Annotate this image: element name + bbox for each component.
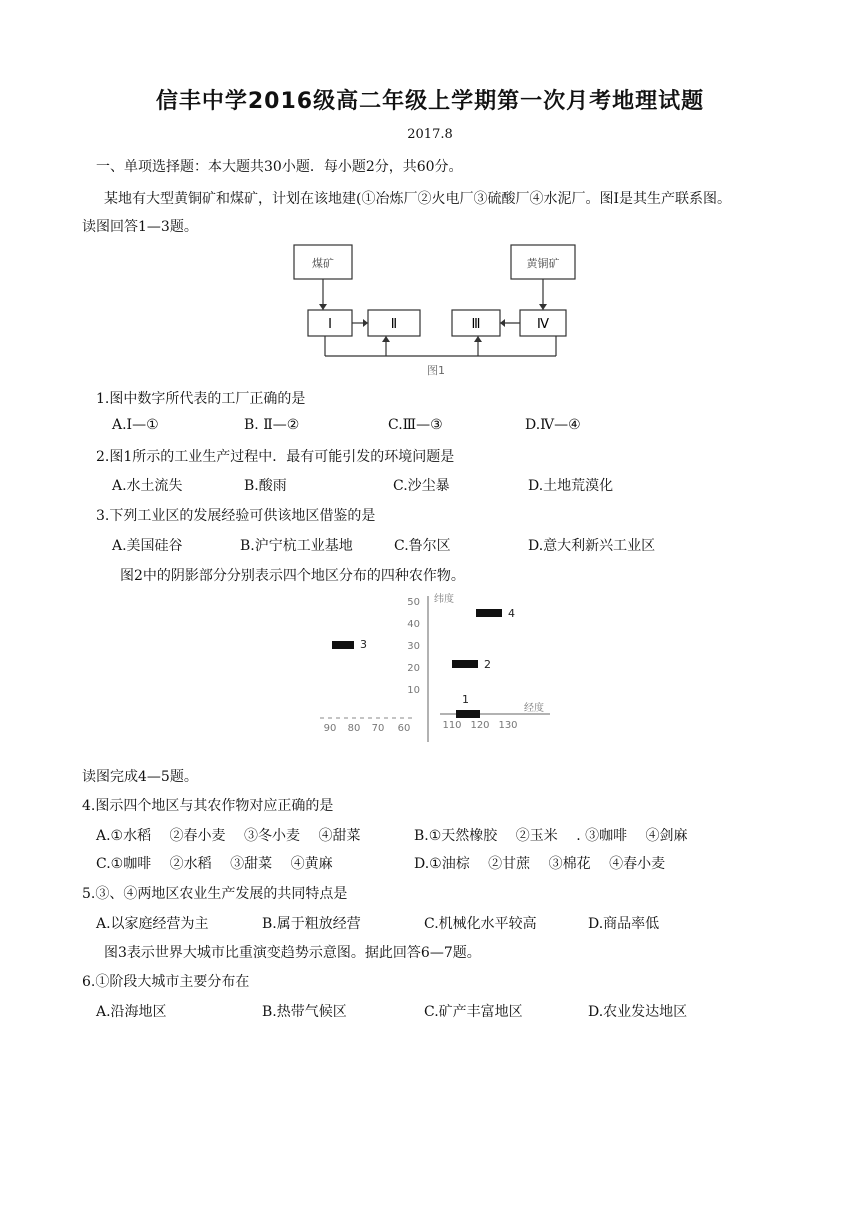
figure-1-caption: 图1 xyxy=(427,364,445,377)
figure-1-svg xyxy=(288,238,588,380)
factory-label-2: Ⅱ xyxy=(390,317,398,332)
lat-tick-40: 40 xyxy=(407,619,420,630)
lon-tick-60: 60 xyxy=(397,723,411,734)
lon-tick-130: 130 xyxy=(498,720,518,731)
q6-option-b: B.热带气候区 xyxy=(262,1004,347,1020)
q1-option-d: D.Ⅳ—④ xyxy=(525,417,581,433)
lon-tick-120: 120 xyxy=(470,720,490,731)
factory-label-4: Ⅳ xyxy=(537,317,549,332)
exam-date: 2017.8 xyxy=(407,127,453,142)
q6-option-a: A.沿海地区 xyxy=(96,1004,167,1020)
figure-2-intro: 图2中的阴影部分分别表示四个地区分布的四种农作物。 xyxy=(120,568,465,584)
q4-stem: 4.图示四个地区与其农作物对应正确的是 xyxy=(82,798,334,814)
q3-stem: 3.下列工业区的发展经验可供该地区借鉴的是 xyxy=(96,508,376,524)
q6-stem: 6.①阶段大城市主要分布在 xyxy=(82,974,250,990)
q5-option-b: B.属于粗放经营 xyxy=(262,916,361,932)
coal-mine-label: 煤矿 xyxy=(312,257,334,270)
q5-option-a: A.以家庭经营为主 xyxy=(96,916,209,932)
q3-option-a: A.美国硅谷 xyxy=(112,538,183,554)
factory-label-3: Ⅲ xyxy=(471,317,481,332)
q6-option-d: D.农业发达地区 xyxy=(588,1004,688,1020)
longitude-axis-title: 经度 xyxy=(524,703,544,714)
figure-2-instruction: 读图完成4—5题。 xyxy=(82,769,198,785)
crop-area-1 xyxy=(456,710,480,718)
lat-tick-20: 20 xyxy=(407,663,420,674)
crop-area-4-label: 4 xyxy=(508,607,515,620)
q4-option-d: D.①油棕 ②甘蔗 ③棉花 ④春小麦 xyxy=(414,856,666,872)
q1-option-c: C.Ⅲ—③ xyxy=(388,417,443,433)
q5-option-d: D.商品率低 xyxy=(588,916,660,932)
q1-option-b: B. Ⅱ—② xyxy=(244,417,300,433)
q2-stem: 2.图1所示的工业生产过程中．最有可能引发的环境问题是 xyxy=(96,449,455,465)
lon-tick-90: 90 xyxy=(323,723,337,734)
q5-stem: 5.③、④两地区农业生产发展的共同特点是 xyxy=(82,886,348,902)
q2-option-b: B.酸雨 xyxy=(244,478,287,494)
q1-stem: 1.图中数字所代表的工厂正确的是 xyxy=(96,391,306,407)
lat-tick-10: 10 xyxy=(407,685,420,696)
figure-2-chart xyxy=(316,590,552,750)
crop-area-1-label: 1 xyxy=(462,693,469,706)
crop-area-3 xyxy=(332,641,354,649)
q4-option-c: C.①咖啡 ②水稻 ③甜菜 ④黄麻 xyxy=(96,856,333,872)
section-heading: 一、单项选择题：本大题共30小题．每小题2分，共60分。 xyxy=(96,159,463,175)
q3-option-b: B.沪宁杭工业基地 xyxy=(240,538,353,554)
figure-3-intro: 图3表示世界大城市比重演变趋势示意图。据此回答6—7题。 xyxy=(104,945,481,961)
crop-area-4 xyxy=(476,609,502,617)
crop-area-2-label: 2 xyxy=(484,658,491,671)
crop-area-2 xyxy=(452,660,478,668)
latitude-axis-title: 纬度 xyxy=(434,594,454,605)
lat-tick-30: 30 xyxy=(407,641,420,652)
q2-option-a: A.水土流失 xyxy=(112,478,183,494)
q3-option-c: C.鲁尔区 xyxy=(394,538,451,554)
lon-tick-70: 70 xyxy=(371,723,385,734)
crop-area-3-label: 3 xyxy=(360,638,367,651)
q2-option-c: C.沙尘暴 xyxy=(393,478,450,494)
lon-tick-80: 80 xyxy=(347,723,361,734)
q4-option-b: B.①天然橡胶 ②玉米 . ③咖啡 ④剑麻 xyxy=(414,828,688,844)
q3-option-d: D.意大利新兴工业区 xyxy=(528,538,656,554)
page-title: 信丰中学2016级高二年级上学期第一次月考地理试题 xyxy=(155,89,705,114)
lon-tick-110: 110 xyxy=(442,720,462,731)
q1-option-a: A.Ⅰ—① xyxy=(112,417,159,433)
intro-paragraph-line1: 某地有大型黄铜矿和煤矿，计划在该地建(①冶炼厂②火电厂③硫酸厂④水泥厂。图Ⅰ是其生产联系图。 xyxy=(104,191,731,207)
intro-paragraph-line2: 读图回答1—3题。 xyxy=(82,219,198,235)
copper-mine-label: 黄铜矿 xyxy=(526,257,560,270)
figure-1-diagram xyxy=(288,238,588,380)
q6-option-c: C.矿产丰富地区 xyxy=(424,1004,523,1020)
figure-2-svg xyxy=(316,590,552,750)
q2-option-d: D.土地荒漠化 xyxy=(528,478,614,494)
factory-label-1: Ⅰ xyxy=(328,317,332,332)
lat-tick-50: 50 xyxy=(407,597,420,608)
q4-option-a: A.①水稻 ②春小麦 ③冬小麦 ④甜菜 xyxy=(96,828,361,844)
q5-option-c: C.机械化水平较高 xyxy=(424,916,537,932)
